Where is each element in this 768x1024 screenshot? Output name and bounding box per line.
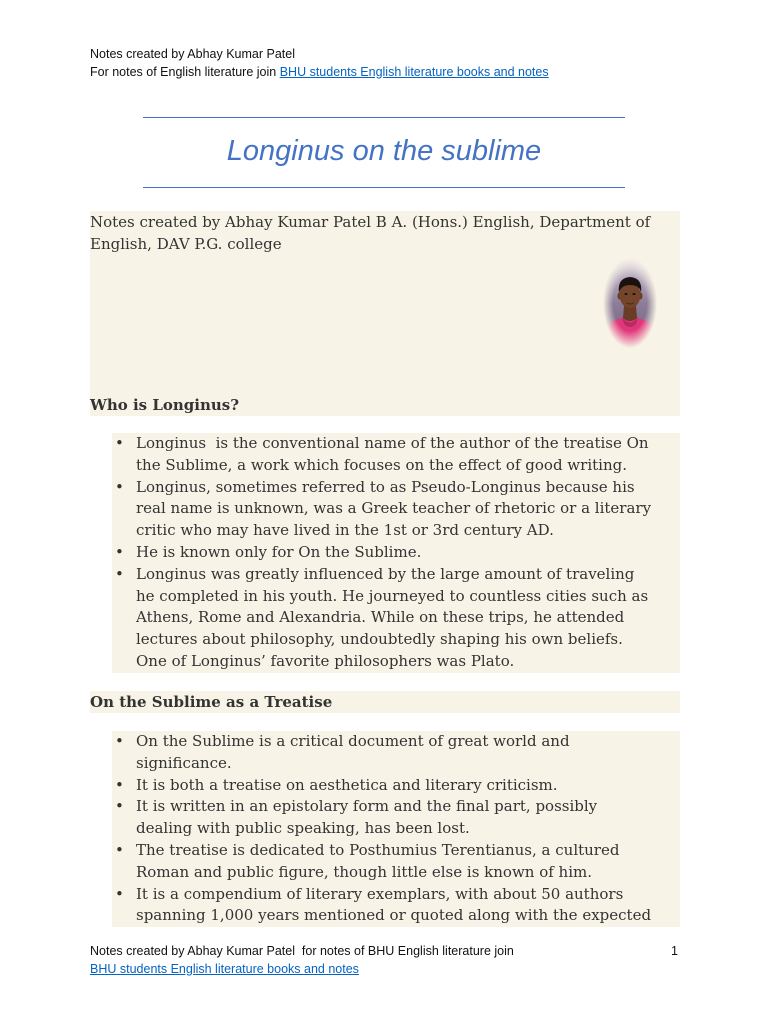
list-item-line: Athens, Rome and Alexandria. While on these trips, he attended [136,608,625,627]
photo-neck [623,306,637,321]
section-heading-treatise: On the Sublime as a Treatise [90,693,333,711]
list-item-line: Roman and public figure, though little else is known of him. [136,862,593,881]
bullet-icon: • [115,477,124,496]
list-item-line: he completed in his youth. He journeyed to countless cities such as [136,586,649,605]
title-rule-bottom [143,187,625,188]
page-footer [90,943,660,978]
list-item [112,884,680,928]
list-item-line: Longinus, sometimes referred to as Pseudo-Longinus because his [136,477,635,496]
list-item-line: One of Longinus’ favorite philosophers was Plato. [136,651,515,670]
footer-author-text: Notes created by Abhay Kumar Patel for notes of BHU English literature join [90,944,514,958]
bullet-icon: • [115,732,124,750]
list-item-line: the Sublime, a work which focuses on the effect of good writing. [136,455,627,474]
photo-eye [632,293,635,295]
list-item-line: significance. [136,753,232,772]
title-rule-top [143,117,625,118]
header-join-line [90,64,710,82]
bullet-icon: • [115,797,124,816]
list-item-line: The treatise is dedicated to Posthumius Terentianus, a cultured [136,840,620,859]
list-item-line: It is written in an epistolary form and the final part, possibly [136,797,598,816]
bullet-icon: • [115,884,124,903]
page-title: Longinus on the sublime [226,135,542,167]
bullet-icon: • [115,542,124,561]
intro-line: Notes created by Abhay Kumar Patel B A. (Hons.) English, Department of [90,213,651,231]
list-item [112,433,680,477]
list-item-line: dealing with public speaking, has been lost. [136,819,470,838]
list-item [112,542,680,564]
header-join-text: For notes of English literature join [90,64,277,79]
section-heading-who-is-longinus: Who is Longinus? [90,396,240,414]
intro-block [90,211,680,416]
list-item [112,840,680,884]
list-item [112,564,680,673]
list-item-line: It is a compendium of literary exemplars, with about 50 authors [136,884,624,903]
list-item-line: lectures about philosophy, undoubtedly shaping his own beliefs. [136,630,623,649]
bullet-icon: • [115,564,124,583]
list-item [112,477,680,542]
bullet-icon: • [115,434,124,452]
footer-notes-link[interactable]: BHU students English literature books and notes [90,961,359,976]
bullet-icon: • [115,840,124,859]
header-author-text: Notes created by Abhay Kumar Patel [90,47,295,61]
footer-author-line [90,943,660,961]
page-header [90,46,710,81]
list-item-line: critic who may have lived in the 1st or 3rd century AD. [136,521,554,540]
list-item-line: It is both a treatise on aesthetica and literary criticism. [136,775,558,794]
list-item-line: spanning 1,000 years mentioned or quoted along with the expected [136,906,652,925]
list-item [112,731,680,775]
list-item-line: real name is unknown, was a Greek teacher of rhetoric or a literary [136,499,652,518]
photo-eye [624,293,627,295]
list-item [112,796,680,840]
who-is-longinus-list [112,433,680,673]
page-number: 1 [671,944,678,958]
treatise-heading-block [90,691,680,713]
list-item-line: Longinus is the conventional name of the author of the treatise On [136,434,649,452]
list-item-line: On the Sublime is a critical document of great world and [136,732,570,750]
treatise-list [112,731,680,927]
list-item-line: He is known only for On the Sublime. [136,542,422,561]
header-author-line [90,46,710,64]
footer-link-line [90,961,660,979]
list-item [112,775,680,797]
list-item-line: Longinus was greatly influenced by the large amount of traveling [136,564,635,583]
author-photo [603,258,657,348]
intro-line: English, DAV P.G. college [90,235,282,253]
bullet-icon: • [115,775,124,794]
header-notes-link[interactable]: BHU students English literature books and notes [279,64,549,79]
